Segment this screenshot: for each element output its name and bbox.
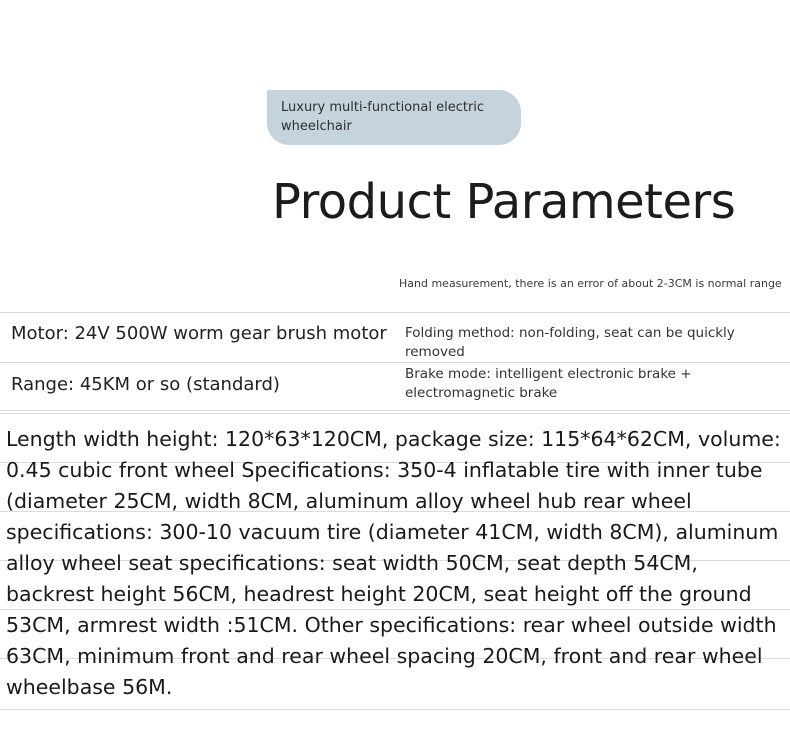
- table-divider: [0, 410, 790, 411]
- table-row: [0, 709, 790, 710]
- product-badge-text: Luxury multi-functional electric wheelchair: [281, 100, 485, 134]
- measurement-note: Hand measurement, there is an error of about 2-3CM is normal range: [399, 277, 782, 290]
- product-badge: [267, 90, 521, 145]
- spec-range: Range: 45KM or so (standard): [11, 374, 280, 395]
- spec-brake-mode: Brake mode: intelligent electronic brake + electromagnetic brake: [405, 366, 692, 401]
- specification-paragraph: Length width height: 120*63*120CM, package size: 115*64*62CM, volume: 0.45 cubic front wheel Specifications: 350-4 inflatable tire with inner tube (diameter 25CM, width 8CM, aluminum alloy wheel hub rear wheel specifications: 300-10 vacuum tire (diameter 41CM, width 8CM), aluminum alloy wheel seat specifications: seat width 50CM, seat depth 54CM, backrest height 56CM, headrest height 20CM, seat height off the ground 53CM, armrest width :51CM. Other specifications: rear wheel outside width 63CM, minimum front and rear wheel spacing 20CM, front and rear wheel wheelbase 56M.: [6, 427, 781, 699]
- table-divider: [0, 312, 790, 313]
- page-title: Product Parameters: [272, 174, 736, 230]
- table-divider: [0, 362, 790, 363]
- spec-motor: Motor: 24V 500W worm gear brush motor: [11, 323, 387, 344]
- spec-folding-method: Folding method: non-folding, seat can be quickly removed: [405, 325, 735, 360]
